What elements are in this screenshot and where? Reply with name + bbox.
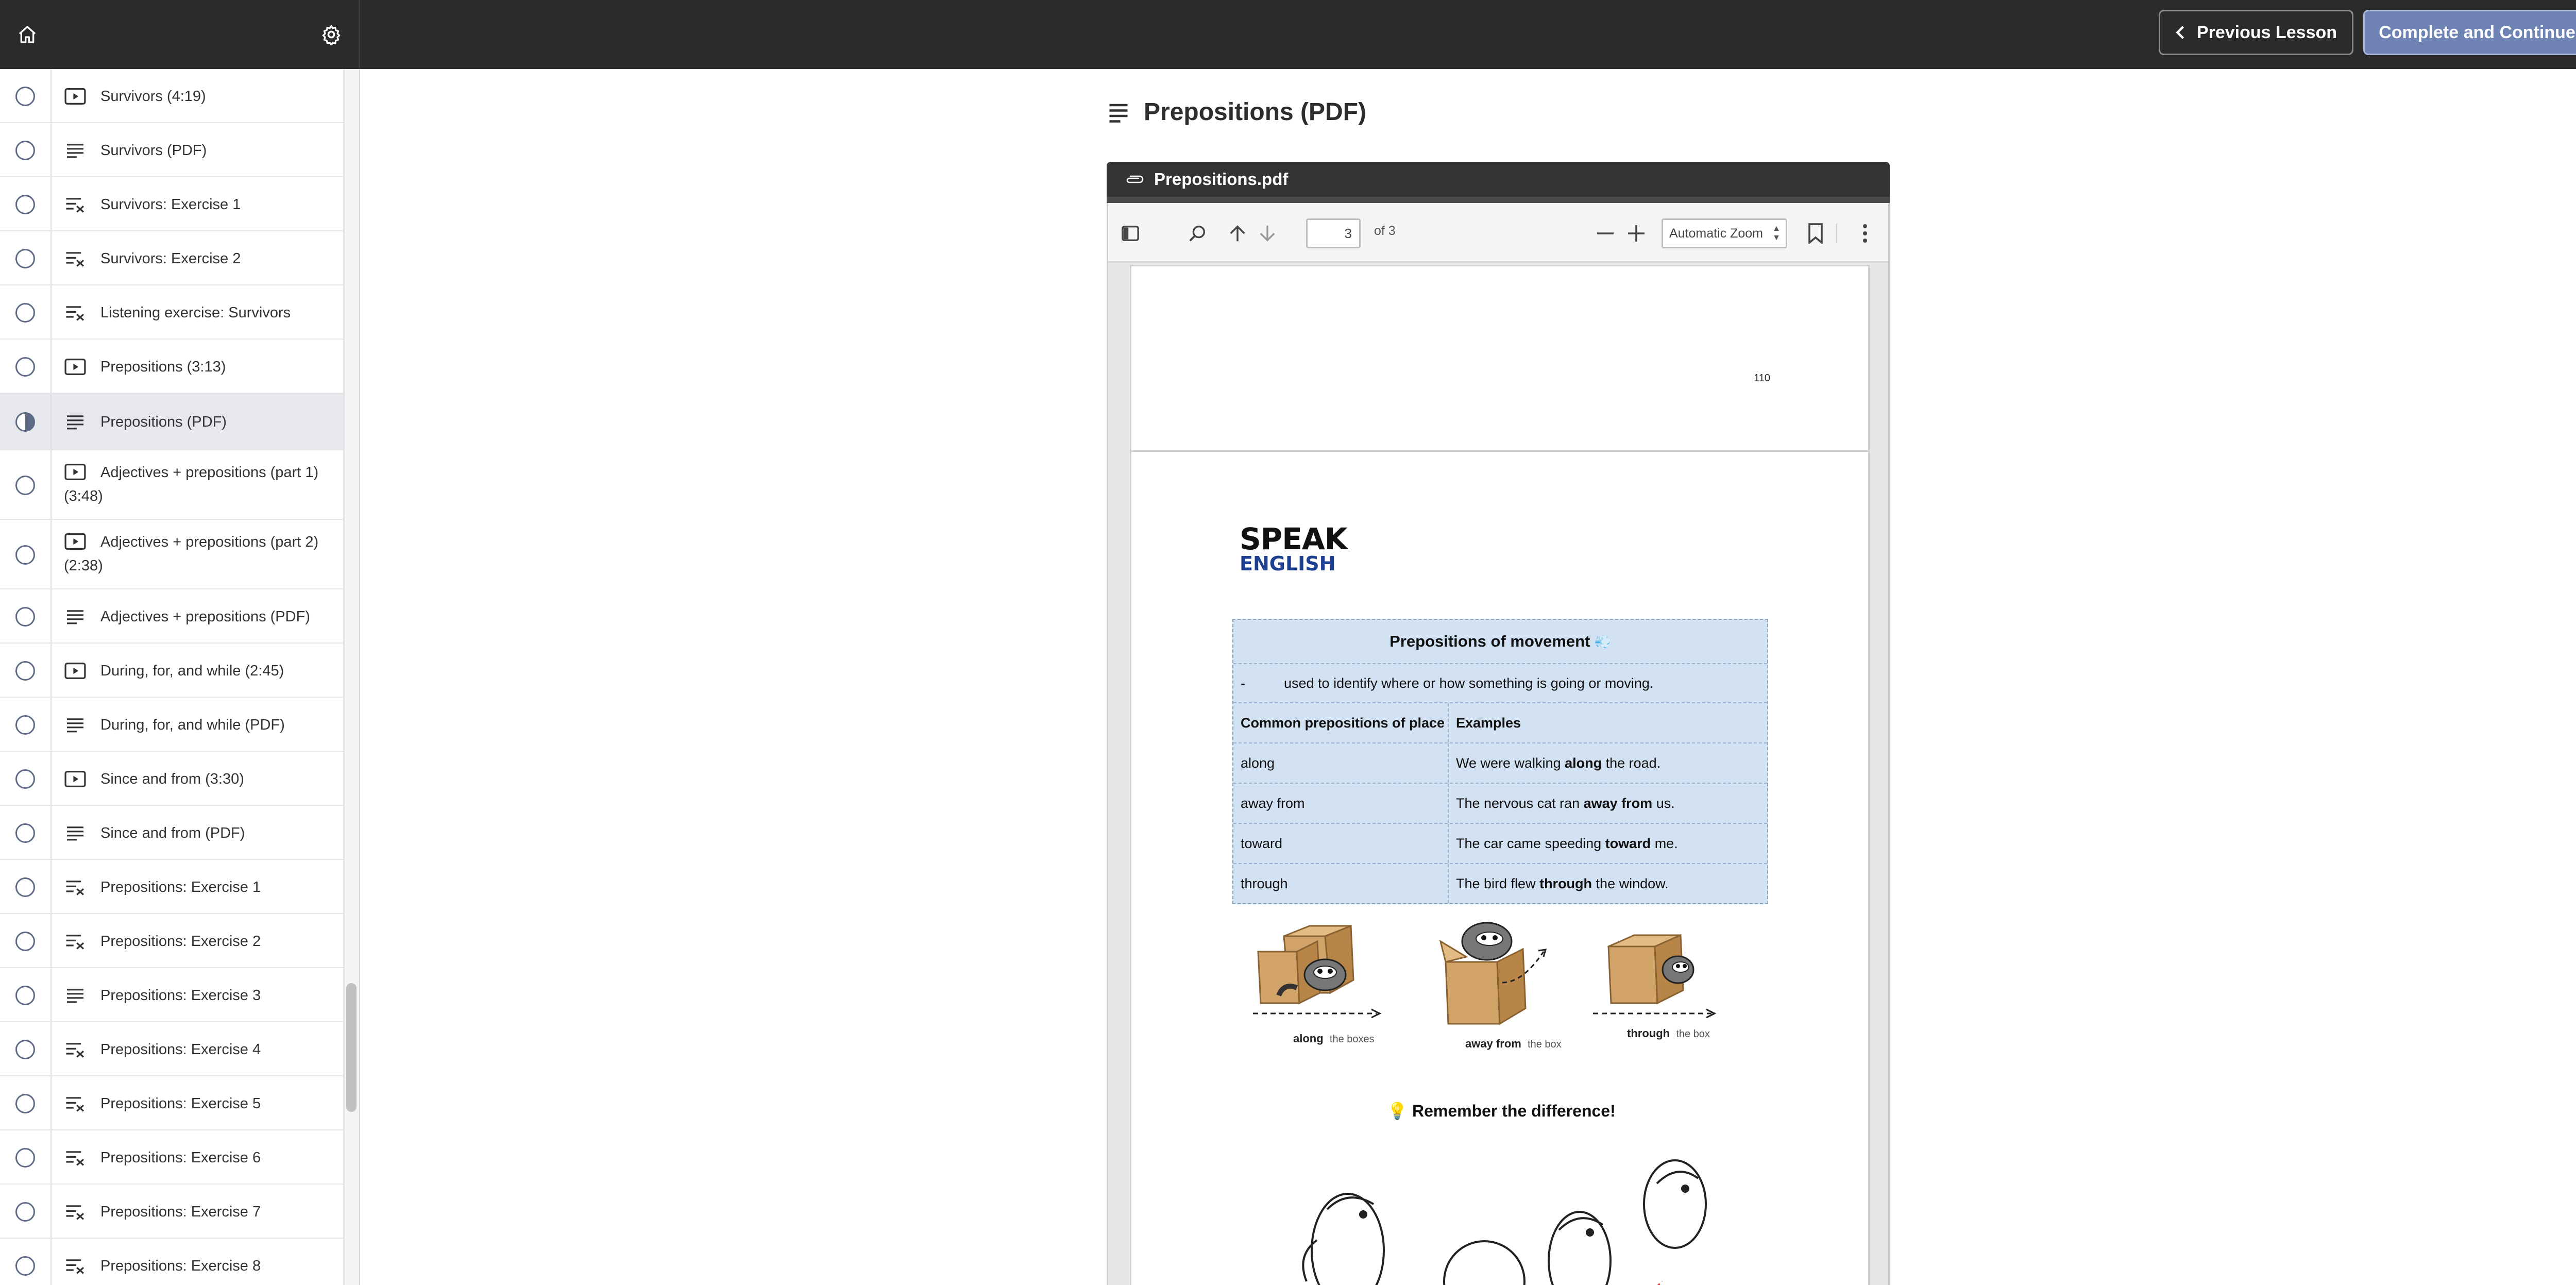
brand-line-1: SPEAK bbox=[1240, 521, 1347, 556]
example-text: We were walking bbox=[1456, 755, 1565, 771]
home-button[interactable] bbox=[9, 16, 45, 53]
course-sidebar bbox=[0, 69, 343, 1285]
sidebar-lesson-label: Prepositions (3:13) bbox=[100, 358, 226, 375]
sidebar-lesson-label: Prepositions: Exercise 1 bbox=[100, 878, 261, 895]
table-row bbox=[1233, 864, 1767, 903]
pdf-viewer[interactable] bbox=[1107, 203, 1890, 1285]
speak-english-logo bbox=[1240, 521, 1347, 575]
example-highlight: toward bbox=[1605, 835, 1651, 851]
away-from-the-box-illustration bbox=[1425, 905, 1580, 1055]
gear-icon bbox=[320, 24, 342, 45]
preposition-cell: toward bbox=[1233, 824, 1449, 863]
example-text: The bird flew bbox=[1456, 875, 1540, 891]
complete-and-continue-button[interactable] bbox=[2363, 10, 2576, 55]
lightbulb-emoji: 💡 bbox=[1387, 1102, 1408, 1120]
zoom-select[interactable] bbox=[1662, 218, 1787, 248]
lesson-divider bbox=[50, 806, 52, 859]
sidebar-lesson-item[interactable] bbox=[0, 69, 343, 123]
sidebar-lesson-item[interactable] bbox=[0, 1022, 343, 1076]
example-text: The nervous cat ran bbox=[1456, 795, 1584, 811]
example-cell bbox=[1449, 864, 1767, 903]
more-tools-button[interactable] bbox=[1852, 221, 1878, 246]
find-button[interactable] bbox=[1184, 221, 1210, 246]
caption-away-from bbox=[1465, 1037, 1562, 1051]
lesson-divider bbox=[50, 177, 52, 230]
quiz-lesson-icon bbox=[63, 194, 88, 215]
sidebar-lesson-label: Prepositions: Exercise 6 bbox=[100, 1149, 261, 1166]
preposition-cell: along bbox=[1233, 743, 1449, 783]
sidebar-lesson-label: Survivors (4:19) bbox=[100, 88, 206, 105]
incomplete-status-icon bbox=[15, 249, 35, 268]
incomplete-status-icon bbox=[15, 769, 35, 789]
top-bar bbox=[0, 0, 2576, 69]
sidebar-scrollbar-thumb[interactable] bbox=[346, 983, 357, 1112]
table-header-row bbox=[1233, 703, 1767, 743]
lesson-divider bbox=[50, 285, 52, 339]
sidebar-lesson-label: Since and from (3:30) bbox=[100, 770, 244, 787]
incomplete-status-icon bbox=[15, 141, 35, 160]
quiz-lesson-icon bbox=[63, 877, 88, 898]
incomplete-status-icon bbox=[15, 1202, 35, 1222]
example-text: The car came speeding bbox=[1456, 835, 1605, 851]
incomplete-status-icon bbox=[15, 1040, 35, 1059]
sidebar-lesson-label: Prepositions: Exercise 3 bbox=[100, 987, 261, 1004]
more-vertical-icon bbox=[1860, 223, 1870, 244]
text-lesson-icon bbox=[63, 140, 88, 161]
penguins-illustration bbox=[1286, 1153, 1729, 1285]
lesson-divider bbox=[50, 968, 52, 1021]
example-highlight: along bbox=[1565, 755, 1602, 771]
page-number-input[interactable]: 3 bbox=[1306, 218, 1361, 248]
quiz-lesson-icon bbox=[63, 931, 88, 952]
incomplete-status-icon bbox=[15, 823, 35, 843]
sidebar-lesson-label: Since and from (PDF) bbox=[100, 824, 245, 841]
description-dash: - bbox=[1241, 675, 1245, 691]
caption-through-rest: the box bbox=[1676, 1028, 1710, 1040]
sidebar-lesson-item[interactable] bbox=[0, 589, 343, 644]
incomplete-status-icon bbox=[15, 607, 35, 627]
remember-text: Remember the difference! bbox=[1412, 1102, 1616, 1120]
page-count: of 3 bbox=[1374, 224, 1396, 238]
page-number-label: 110 bbox=[1754, 373, 1770, 384]
sidebar-lesson-item[interactable] bbox=[0, 1130, 343, 1185]
incomplete-status-icon bbox=[15, 195, 35, 214]
incomplete-status-icon bbox=[15, 476, 35, 495]
sidebar-lesson-label: Prepositions (PDF) bbox=[100, 414, 227, 430]
sidebar-lesson-label: Prepositions: Exercise 8 bbox=[100, 1257, 261, 1274]
example-highlight: through bbox=[1539, 875, 1592, 891]
quiz-lesson-icon bbox=[63, 1039, 88, 1060]
lesson-divider bbox=[50, 520, 52, 588]
sidebar-lesson-label: Adjectives + prepositions (part 1) (3:48) bbox=[64, 464, 319, 504]
table-body bbox=[1233, 743, 1767, 903]
column-header-examples: Examples bbox=[1456, 715, 1521, 731]
sidebar-lesson-label: Survivors: Exercise 1 bbox=[100, 196, 241, 213]
brand-line-2: ENGLISH bbox=[1240, 552, 1336, 575]
sidebar-lesson-label: Survivors (PDF) bbox=[100, 142, 207, 159]
incomplete-status-icon bbox=[15, 357, 35, 377]
lesson-divider bbox=[50, 1239, 52, 1285]
lesson-divider bbox=[50, 69, 52, 122]
preposition-cell: away from bbox=[1233, 784, 1449, 823]
lesson-divider bbox=[50, 644, 52, 697]
main-border bbox=[359, 69, 360, 1285]
example-text: us. bbox=[1652, 795, 1675, 811]
sidebar-lesson-item[interactable] bbox=[0, 340, 343, 394]
lesson-divider bbox=[50, 1022, 52, 1075]
pdf-page-2 bbox=[1130, 265, 1870, 452]
previous-lesson-label: Previous Lesson bbox=[2196, 22, 2337, 42]
lesson-divider bbox=[50, 1185, 52, 1238]
incomplete-status-icon bbox=[15, 545, 35, 565]
column-header-prepositions: Common prepositions of place bbox=[1233, 703, 1449, 742]
incomplete-status-icon bbox=[15, 1256, 35, 1276]
prepositions-table bbox=[1232, 619, 1768, 904]
in-progress-status-icon bbox=[15, 412, 35, 432]
previous-lesson-button[interactable] bbox=[2159, 10, 2353, 55]
incomplete-status-icon bbox=[15, 1094, 35, 1113]
arrow-down-icon bbox=[1258, 223, 1277, 244]
text-lesson-icon bbox=[63, 985, 88, 1006]
video-lesson-icon bbox=[63, 661, 88, 681]
sidebar-lesson-label: During, for, and while (PDF) bbox=[100, 716, 285, 733]
text-lesson-icon bbox=[63, 412, 88, 432]
sidebar-lesson-item[interactable] bbox=[0, 285, 343, 340]
sidebar-lesson-item[interactable] bbox=[0, 806, 343, 860]
table-title-row bbox=[1233, 620, 1767, 664]
caption-along-bold: along bbox=[1293, 1032, 1324, 1045]
video-lesson-icon bbox=[63, 86, 88, 107]
lesson-divider bbox=[50, 914, 52, 967]
sidebar-lesson-label: Prepositions: Exercise 4 bbox=[100, 1041, 261, 1058]
bookmark-button[interactable] bbox=[1803, 221, 1828, 246]
sidebar-lesson-label: During, for, and while (2:45) bbox=[100, 662, 284, 679]
lesson-divider bbox=[50, 589, 52, 642]
sidebar-lesson-label: Adjectives + prepositions (PDF) bbox=[100, 608, 310, 625]
quiz-lesson-icon bbox=[63, 1147, 88, 1168]
page-title: Prepositions (PDF) bbox=[1144, 98, 1367, 126]
caption-away-from-rest: the box bbox=[1528, 1039, 1562, 1050]
sidebar-lesson-item[interactable] bbox=[0, 177, 343, 231]
search-icon bbox=[1188, 224, 1207, 243]
table-row bbox=[1233, 784, 1767, 824]
sidebar-lesson-label: Listening exercise: Survivors bbox=[100, 304, 291, 321]
sidebar-lesson-label: Prepositions: Exercise 2 bbox=[100, 933, 261, 950]
sidebar-lesson-item[interactable] bbox=[0, 752, 343, 806]
table-title-emoji: 💨 bbox=[1594, 633, 1611, 649]
settings-button[interactable] bbox=[313, 16, 349, 53]
sidebar-lesson-item[interactable] bbox=[0, 394, 343, 450]
arrow-up-icon bbox=[1228, 223, 1247, 244]
video-lesson-icon bbox=[63, 769, 88, 789]
lesson-divider bbox=[50, 394, 52, 449]
quiz-lesson-icon bbox=[63, 1093, 88, 1114]
zoom-out-button[interactable] bbox=[1592, 221, 1618, 246]
sidebar-lesson-label: Adjectives + prepositions (part 2) (2:38) bbox=[64, 534, 319, 574]
sidebar-lesson-item[interactable] bbox=[0, 1076, 343, 1130]
sidebar-lesson-label: Prepositions: Exercise 7 bbox=[100, 1203, 261, 1220]
table-description-row bbox=[1233, 664, 1767, 703]
lesson-divider bbox=[50, 752, 52, 805]
preposition-cell: through bbox=[1233, 864, 1449, 903]
incomplete-status-icon bbox=[15, 1148, 35, 1168]
sidebar-lesson-item[interactable] bbox=[0, 860, 343, 914]
example-text: the window. bbox=[1592, 875, 1669, 891]
sidebar-lesson-item[interactable] bbox=[0, 123, 343, 177]
text-lesson-icon bbox=[63, 823, 88, 843]
lesson-divider bbox=[50, 450, 52, 519]
example-cell bbox=[1449, 824, 1767, 863]
incomplete-status-icon bbox=[15, 303, 35, 323]
lesson-divider bbox=[50, 698, 52, 751]
lesson-divider bbox=[50, 1130, 52, 1183]
attachment-header-accent bbox=[1107, 197, 1890, 203]
select-arrows-icon: ▲ ▼ bbox=[1772, 224, 1781, 242]
incomplete-status-icon bbox=[15, 715, 35, 735]
topbar-divider bbox=[359, 0, 360, 69]
table-row bbox=[1233, 743, 1767, 784]
remember-heading bbox=[1131, 1101, 1871, 1121]
lesson-divider bbox=[50, 1076, 52, 1129]
sidebar-toggle-icon bbox=[1121, 224, 1140, 243]
complete-and-continue-label: Complete and Continue bbox=[2379, 22, 2575, 42]
lesson-divider bbox=[50, 123, 52, 176]
bookmark-icon bbox=[1807, 223, 1824, 244]
sidebar-lesson-label: Prepositions: Exercise 5 bbox=[100, 1095, 261, 1112]
lesson-divider bbox=[50, 340, 52, 393]
zoom-value: Automatic Zoom bbox=[1669, 226, 1764, 241]
sidebar-lesson-item[interactable] bbox=[0, 968, 343, 1022]
sidebar-lesson-item[interactable] bbox=[0, 644, 343, 698]
toolbar-separator bbox=[1836, 224, 1837, 243]
caption-along bbox=[1293, 1032, 1375, 1045]
incomplete-status-icon bbox=[15, 87, 35, 106]
table-title: Prepositions of movement bbox=[1389, 632, 1590, 650]
paperclip-icon bbox=[1124, 173, 1145, 185]
incomplete-status-icon bbox=[15, 661, 35, 681]
attachment-filename[interactable]: Prepositions.pdf bbox=[1154, 170, 1289, 189]
sidebar-lesson-item[interactable] bbox=[0, 698, 343, 752]
video-lesson-icon bbox=[63, 357, 88, 377]
caption-through bbox=[1627, 1027, 1710, 1040]
text-lesson-icon bbox=[1108, 102, 1129, 123]
home-icon bbox=[17, 24, 38, 45]
text-lesson-icon bbox=[63, 715, 88, 735]
caption-away-from-bold: away from bbox=[1465, 1037, 1521, 1050]
table-description: used to identify where or how something is going or moving. bbox=[1284, 675, 1654, 691]
example-cell bbox=[1449, 743, 1767, 783]
text-lesson-icon bbox=[63, 606, 88, 627]
caption-through-bold: through bbox=[1627, 1027, 1670, 1040]
quiz-lesson-icon bbox=[63, 302, 88, 323]
toggle-sidebar-button[interactable] bbox=[1117, 221, 1143, 246]
pdf-toolbar bbox=[1108, 203, 1888, 263]
plus-icon bbox=[1626, 223, 1647, 244]
next-page-button[interactable] bbox=[1255, 221, 1280, 246]
incomplete-status-icon bbox=[15, 986, 35, 1005]
zoom-in-button[interactable] bbox=[1623, 221, 1649, 246]
example-cell bbox=[1449, 784, 1767, 823]
table-row bbox=[1233, 824, 1767, 864]
pdf-page-3 bbox=[1130, 450, 1870, 1285]
incomplete-status-icon bbox=[15, 932, 35, 951]
sidebar-lesson-item[interactable] bbox=[0, 1185, 343, 1239]
minus-icon bbox=[1595, 223, 1616, 244]
sidebar-lesson-item[interactable] bbox=[0, 520, 343, 589]
example-highlight: away from bbox=[1583, 795, 1653, 811]
lesson-divider bbox=[50, 231, 52, 284]
previous-page-button[interactable] bbox=[1225, 221, 1250, 246]
attachment-header bbox=[1107, 162, 1890, 197]
incomplete-status-icon bbox=[15, 877, 35, 897]
sidebar-lesson-item[interactable] bbox=[0, 231, 343, 285]
example-text: me. bbox=[1651, 835, 1678, 851]
quiz-lesson-icon bbox=[63, 248, 88, 269]
caption-along-rest: the boxes bbox=[1329, 1034, 1375, 1045]
sidebar-lesson-item[interactable] bbox=[0, 450, 343, 520]
quiz-lesson-icon bbox=[63, 1202, 88, 1222]
chevron-left-icon bbox=[2175, 26, 2185, 39]
sidebar-lesson-item[interactable] bbox=[0, 1239, 343, 1285]
sidebar-lesson-label: Survivors: Exercise 2 bbox=[100, 250, 241, 267]
quiz-lesson-icon bbox=[63, 1256, 88, 1276]
sidebar-lesson-item[interactable] bbox=[0, 914, 343, 968]
lesson-divider bbox=[50, 860, 52, 913]
example-text: the road. bbox=[1602, 755, 1661, 771]
